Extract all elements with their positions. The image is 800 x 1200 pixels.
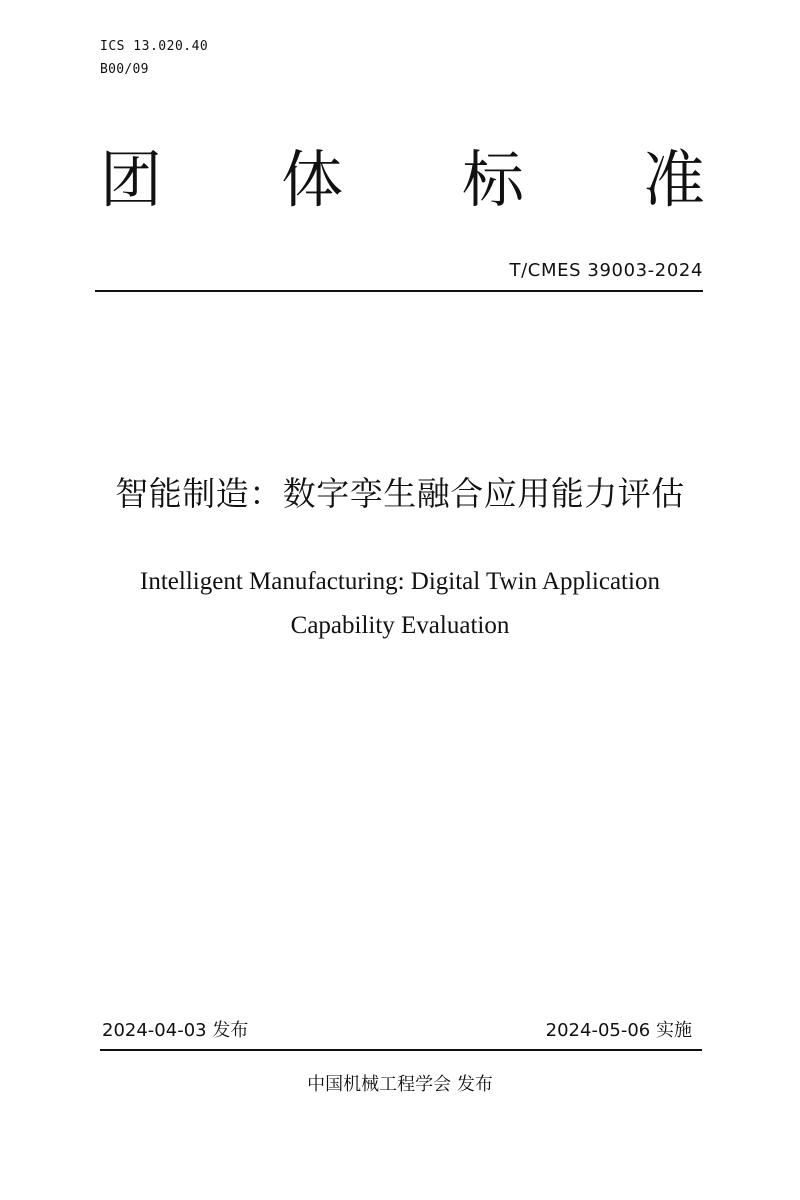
implementation-date: 2024-05-06 实施 [545, 1020, 692, 1041]
ccs-code: B00/09 [100, 62, 149, 77]
top-divider [95, 290, 703, 292]
english-title-line-1: Intelligent Manufacturing: Digital Twin Application [140, 568, 660, 595]
english-title [0, 560, 800, 648]
standard-number: T/CMES 39003-2024 [509, 260, 703, 281]
ics-code: ICS 13.020.40 [100, 39, 209, 54]
title-char-1: 团 [100, 143, 163, 216]
english-title-line-2: Capability Evaluation [290, 612, 510, 639]
chinese-title: 智能制造：数字孪生融合应用能力评估 [115, 474, 685, 513]
title-char-2: 体 [280, 143, 343, 216]
bottom-divider [100, 1049, 702, 1051]
standard-type-title [100, 140, 705, 220]
title-char-3: 标 [461, 143, 524, 216]
publisher: 中国机械工程学会 发布 [307, 1074, 493, 1095]
title-char-4: 准 [642, 143, 705, 216]
issue-date: 2024-04-03 发布 [102, 1020, 249, 1041]
